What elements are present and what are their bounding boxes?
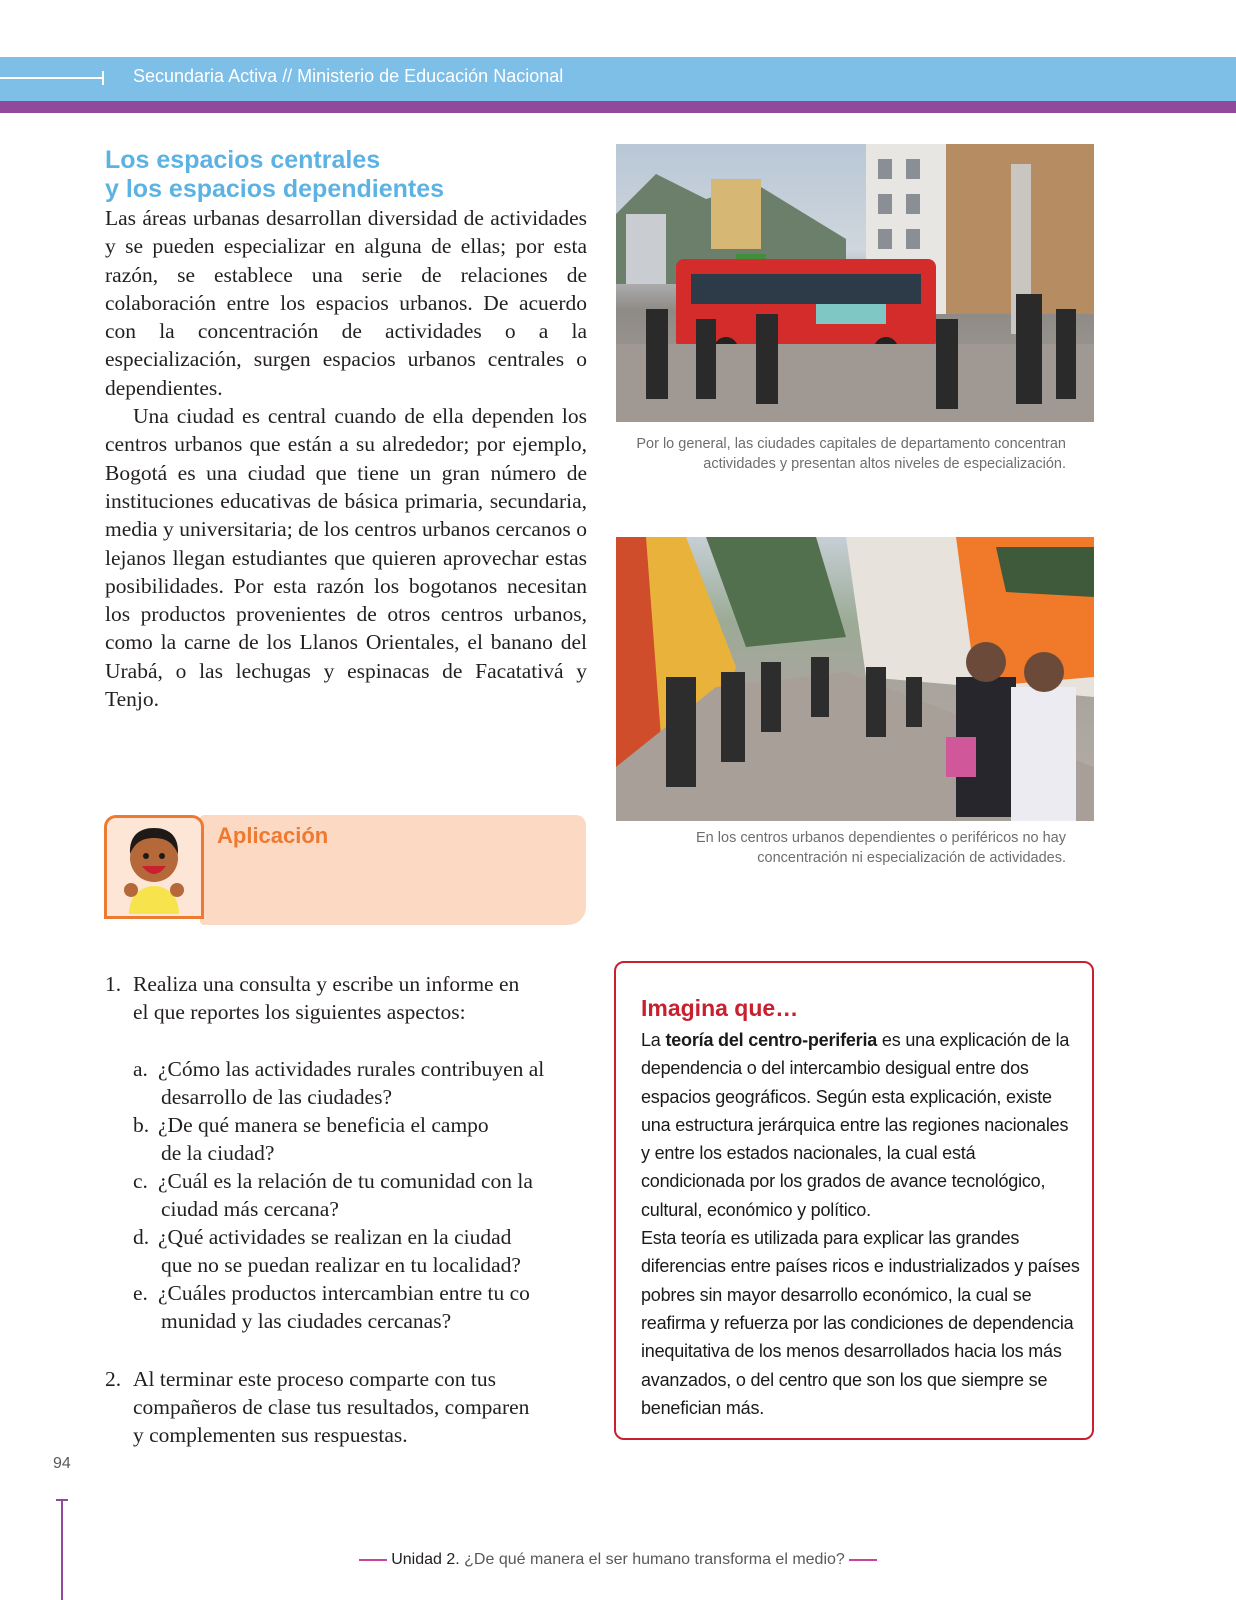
exercise-2-line-3: y complementen sus respuestas. [133,1423,408,1447]
subquestion-d-letter: d. [133,1225,150,1249]
subquestion-e-line-1: ¿Cuáles productos intercambian entre tu co [158,1281,530,1305]
subquestion-c-letter: c. [133,1169,148,1193]
photo-peripheral-street [616,537,1094,821]
photo-peripheral-street-illustration [616,537,1094,821]
photo-central-city [616,144,1094,422]
footer-left-tick [56,1499,68,1501]
subquestion-a-line-1: ¿Cómo las actividades rurales contribuyen al [158,1057,545,1081]
exercise-1-number: 1. [105,972,122,996]
footer-unit-question: ¿De qué manera el ser humano transforma el medio? [464,1551,845,1568]
header-stripe [0,101,1236,113]
footer-unit [0,1551,1236,1569]
exercise-1-line-1: Realiza una consulta y escribe un informe en [133,972,520,996]
section-title [105,146,585,204]
page-number: 94 [53,1455,71,1472]
imagina-term: teoría del centro-periferia [665,1030,878,1050]
header-rule [0,77,104,79]
header-title: Secundaria Activa // Ministerio de Educación Nacional [133,66,564,86]
section-title-line2: y los espacios dependientes [105,175,445,203]
subquestion-b-letter: b. [133,1113,150,1137]
imagina-que-title: Imagina que… [641,995,799,1021]
exercise-1-line-2: el que reportes los siguientes aspectos: [133,1000,466,1024]
subquestion-d-line-1: ¿Qué actividades se realizan en la ciudad [158,1225,512,1249]
subquestion-c-line-1: ¿Cuál es la relación de tu comunidad con la [158,1169,533,1193]
section-title-line1: Los espacios centrales [105,146,381,174]
subquestion-b-line-2: de la ciudad? [161,1141,275,1165]
caption-2-line-2: concentración ni especialización de actividades. [757,850,1066,866]
imagina-paragraph-2: Esta teoría es utilizada para explicar las grandes diferencias entre países ricos e industrializados y países pobres sin mayor desarrollo económico, la cual se reafirma y refuerza por las condiciones de dependencia inequitativa de los menos desarrollados hacia los más avanzados, o del centro que son los que siempre se benefician más. [641,1228,1080,1418]
footer-dash-left [359,1559,387,1561]
exercise-2-line-1: Al terminar este proceso comparte con tus [133,1367,496,1391]
footer-unit-label: Unidad 2. [391,1551,460,1568]
aplicacion-title: Aplicación [217,823,329,848]
exercise-2-number: 2. [105,1367,122,1391]
subquestion-c-line-2: ciudad más cercana? [161,1197,339,1221]
caption-1-line-2: actividades y presentan altos niveles de especialización. [703,456,1066,472]
aplicacion-avatar [104,815,204,919]
subquestion-a-line-2: desarrollo de las ciudades? [161,1085,393,1109]
subquestion-e-letter: e. [133,1281,148,1305]
header-rule-tick [102,71,104,85]
subquestion-e-line-2: munidad y las ciudades cercanas? [161,1309,452,1333]
footer-dash-right [849,1559,877,1561]
body-paragraph-1: Las áreas urbanas desarrollan diversidad de actividades y se pueden especializar en alguna de ellas; por esta razón, se establece una serie de relaciones de colaboración entre los espacios urbanos. De acuerdo con la concentración de actividades o a la especialización, surgen espacios urbanos centrales o dependientes. [105,206,587,400]
imagina-intro: La [641,1030,666,1050]
caption-1-line-1: Por lo general, las ciudades capitales de departamento concentran [636,436,1066,452]
caption-2-line-1: En los centros urbanos dependientes o periféricos no hay [696,830,1066,846]
imagina-paragraph-1 [641,1026,1081,1224]
subquestion-d-line-2: que no se puedan realizar en tu localidad? [161,1253,521,1277]
body-paragraph-2: Una ciudad es central cuando de ella dependen los centros urbanos que están a su alrededor; por ejemplo, Bogotá es una ciudad que tiene un gran número de instituciones educativas de básica primaria, secundaria, media y universitaria; de los centros urbanos cercanos o lejanos llegan estudiantes que quieren aprovechar estas posibilidades. Por esta razón los bogotanos necesitan los productos provenientes de otros centros urbanos, como la carne de los Llanos Orientales, el banano del Urabá, o las lechugas y espinacas de Facatativá y Tenjo. [105,404,587,712]
imagina-que-body [641,1026,1081,1422]
footer-left-rule [61,1499,63,1600]
student-character-icon [107,818,201,916]
exercise-2-line-2: compañeros de clase tus resultados, comparen [133,1395,530,1419]
imagina-p1-rest: es una explicación de la dependencia o del intercambio desigual entre dos espacios geográficos. Según esta explicación, existe una estructura jerárquica entre las regiones nacionales y entre los estados nacionales, la cual está condicionada por los grados de avance tecnológico, cultural, económico y político. [641,1030,1070,1220]
photo-caption-2 [620,828,1066,868]
photo-central-city-illustration [616,144,1094,422]
subquestion-b-line-1: ¿De qué manera se beneficia el campo [158,1113,489,1137]
subquestion-a-letter: a. [133,1057,148,1081]
photo-caption-1 [620,434,1066,474]
section-body [105,204,587,713]
